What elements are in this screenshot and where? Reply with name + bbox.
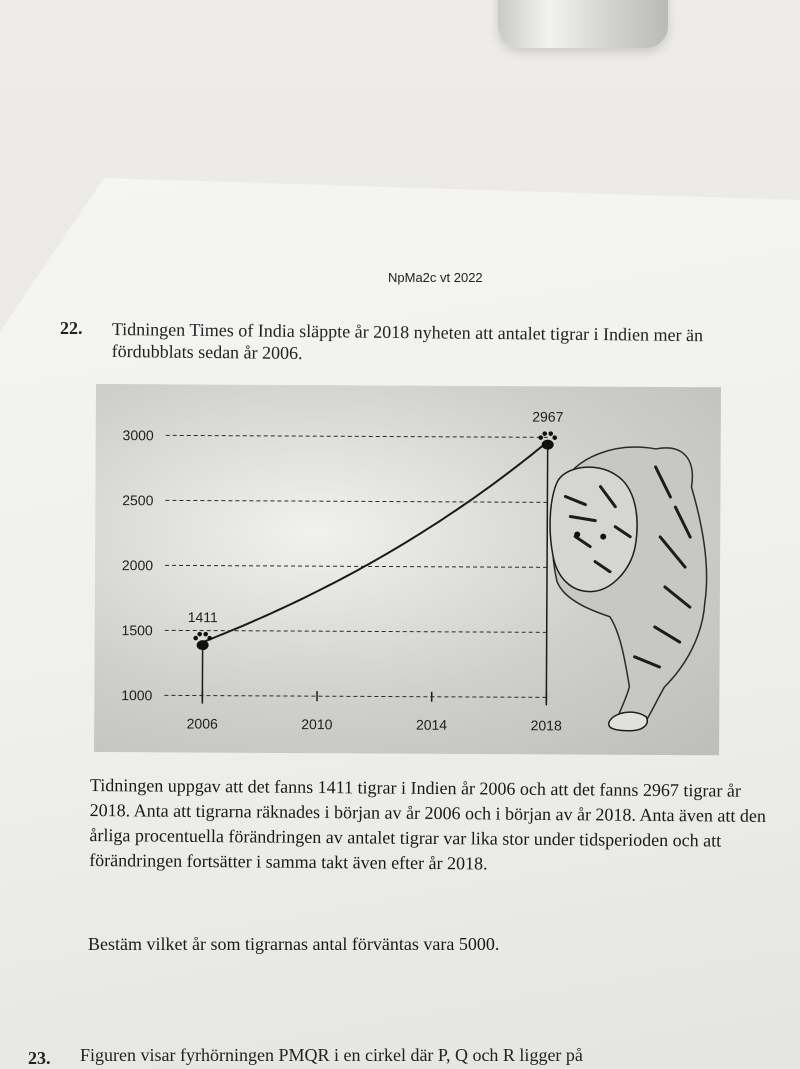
paw-print-marker [193,632,212,650]
question-body [89,773,780,879]
tiger-eye-left [574,532,580,538]
data-points [188,407,564,652]
gridline [164,695,546,697]
y-tick-label: 2000 [122,557,153,573]
gridline [165,630,547,632]
x-tick-label: 2006 [187,715,218,731]
series-line [203,440,548,644]
data-label: 1411 [188,609,218,625]
x-axis [187,440,564,734]
gridline [165,500,547,502]
y-axis-ticks [121,427,154,703]
x-tick-label: 2010 [301,716,332,732]
y-tick-label: 1500 [122,622,153,638]
question-intro: Tidningen Times of India släppte år 2018 nyheten att antalet tigrar i Indien mer än fördubblats sedan år 2006. [112,318,712,368]
bottle-cap [498,0,668,48]
page-header: NpMa2c vt 2022 [388,270,483,285]
x-tick-label: 2018 [531,717,562,733]
gridline [165,565,547,567]
gridline [166,435,548,437]
next-question-text: Figuren visar fyrhörningen PMQR i en cirkel där P, Q och R ligger på [80,1045,800,1066]
y-tick-label: 3000 [123,427,154,443]
y-tick-label: 1000 [121,687,152,703]
next-question-number: 23. [28,1048,51,1069]
question-body-text: Tidningen uppgav att det fanns 1411 tigrar i Indien år 2006 och att det fanns 2967 tigrar år 2018. Anta att tigrarna räknades i början av år 2006 och i början av år 2018. Anta även att den årliga procentuella förändringen av antalet tigrar var lika stor under tidsperioden och att förändringen fortsätter i samma takt även efter år 2018. [89,773,780,879]
tiger-chart [94,384,721,755]
tiger-illustration [549,447,707,732]
chart-gridlines [164,435,547,697]
y-tick-label: 2500 [122,492,153,508]
question-number: 22. [60,318,83,339]
question-prompt: Bestäm vilket år som tigrarnas antal förväntas vara 5000. [88,934,688,955]
growth-curve [203,440,548,644]
drop-line [546,442,547,706]
tiger-paw [609,712,648,731]
tiger-chart-figure [94,384,721,755]
data-label: 2967 [532,409,563,425]
x-tick-label: 2014 [416,717,447,733]
tiger-eye-right [600,534,606,540]
